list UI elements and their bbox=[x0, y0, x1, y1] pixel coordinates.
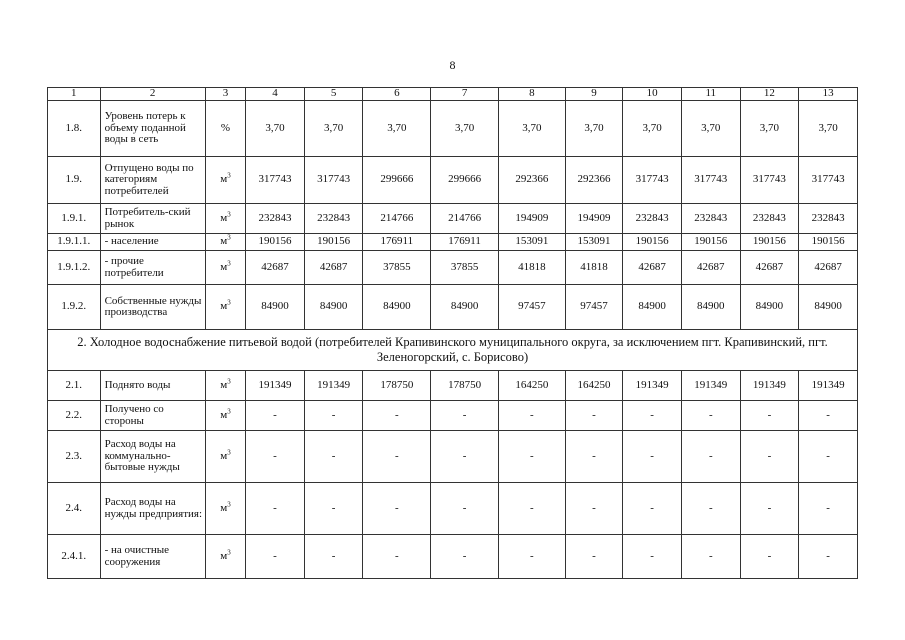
row-number: 2.1. bbox=[48, 371, 101, 401]
value-cell: 42687 bbox=[740, 251, 799, 285]
unit-label: м bbox=[220, 260, 228, 273]
value-cell: 232843 bbox=[740, 204, 799, 234]
value-cell: 299666 bbox=[431, 157, 499, 204]
value-cell: 194909 bbox=[565, 204, 623, 234]
value-cell: 97457 bbox=[498, 285, 565, 330]
value-cell: 214766 bbox=[431, 204, 499, 234]
value-cell: 232843 bbox=[799, 204, 858, 234]
value-cell: - bbox=[431, 401, 499, 431]
value-cell: - bbox=[799, 483, 858, 535]
value-cell: 191349 bbox=[246, 371, 305, 401]
value-cell: - bbox=[623, 535, 682, 579]
row-unit bbox=[205, 251, 245, 285]
section-2-header-row bbox=[48, 330, 858, 371]
value-cell: 317743 bbox=[799, 157, 858, 204]
row-unit bbox=[205, 285, 245, 330]
value-cell: 84900 bbox=[623, 285, 682, 330]
table-row bbox=[48, 234, 858, 251]
value-cell: 3,70 bbox=[498, 101, 565, 157]
value-cell: - bbox=[363, 483, 431, 535]
row-unit bbox=[205, 535, 245, 579]
value-cell: 3,70 bbox=[565, 101, 623, 157]
unit-superscript: 3 bbox=[227, 548, 231, 557]
row-number: 1.9.1. bbox=[48, 204, 101, 234]
value-cell: 194909 bbox=[498, 204, 565, 234]
table-row bbox=[48, 371, 858, 401]
row-unit bbox=[205, 371, 245, 401]
value-cell: - bbox=[681, 431, 740, 483]
value-cell: - bbox=[799, 401, 858, 431]
value-cell: - bbox=[565, 535, 623, 579]
row-number: 1.9. bbox=[48, 157, 101, 204]
row-name: Расход воды на нужды предприятия: bbox=[100, 483, 205, 535]
unit-label: м bbox=[220, 235, 228, 248]
row-name: - на очистные сооружения bbox=[100, 535, 205, 579]
unit-superscript: 3 bbox=[227, 377, 231, 386]
value-cell: - bbox=[363, 535, 431, 579]
value-cell: 3,70 bbox=[623, 101, 682, 157]
row-number: 1.9.1.1. bbox=[48, 234, 101, 251]
value-cell: 292366 bbox=[498, 157, 565, 204]
value-cell: - bbox=[799, 431, 858, 483]
table-row bbox=[48, 483, 858, 535]
value-cell: - bbox=[246, 401, 305, 431]
row-unit bbox=[205, 401, 245, 431]
value-cell: - bbox=[246, 535, 305, 579]
row-number: 2.4. bbox=[48, 483, 101, 535]
row-number: 2.3. bbox=[48, 431, 101, 483]
header-cell: 13 bbox=[799, 88, 858, 101]
value-cell: - bbox=[799, 535, 858, 579]
value-cell: 232843 bbox=[623, 204, 682, 234]
row-unit bbox=[205, 204, 245, 234]
value-cell: - bbox=[246, 483, 305, 535]
header-cell: 8 bbox=[498, 88, 565, 101]
header-cell: 2 bbox=[100, 88, 205, 101]
value-cell: 97457 bbox=[565, 285, 623, 330]
value-cell: - bbox=[246, 431, 305, 483]
value-cell: 3,70 bbox=[681, 101, 740, 157]
value-cell: - bbox=[740, 535, 799, 579]
value-cell: 191349 bbox=[740, 371, 799, 401]
value-cell: 3,70 bbox=[363, 101, 431, 157]
value-cell: 317743 bbox=[740, 157, 799, 204]
value-cell: - bbox=[623, 431, 682, 483]
table-row bbox=[48, 157, 858, 204]
value-cell: 317743 bbox=[246, 157, 305, 204]
row-name: Поднято воды bbox=[100, 371, 205, 401]
header-cell: 5 bbox=[304, 88, 363, 101]
unit-label: м bbox=[220, 449, 228, 462]
value-cell: 232843 bbox=[246, 204, 305, 234]
value-cell: 191349 bbox=[623, 371, 682, 401]
value-cell: 84900 bbox=[304, 285, 363, 330]
section-2-title: 2. Холодное водоснабжение питьевой водой (потребителей Крапивинского муниципального округа, за исключением пгт. Крапивинский, пгт. Зеленогорский, с. Борисово) bbox=[48, 330, 858, 371]
value-cell: - bbox=[363, 401, 431, 431]
row-name: Расход воды на коммунально-бытовые нужды bbox=[100, 431, 205, 483]
value-cell: - bbox=[498, 401, 565, 431]
value-cell: - bbox=[431, 535, 499, 579]
row-unit bbox=[205, 234, 245, 251]
value-cell: 190156 bbox=[740, 234, 799, 251]
value-cell: 84900 bbox=[799, 285, 858, 330]
value-cell: 190156 bbox=[304, 234, 363, 251]
unit-superscript: 3 bbox=[227, 298, 231, 307]
table-row bbox=[48, 401, 858, 431]
value-cell: 164250 bbox=[565, 371, 623, 401]
value-cell: 42687 bbox=[623, 251, 682, 285]
row-name: - прочие потребители bbox=[100, 251, 205, 285]
row-name: - население bbox=[100, 234, 205, 251]
value-cell: 164250 bbox=[498, 371, 565, 401]
value-cell: - bbox=[565, 483, 623, 535]
value-cell: - bbox=[565, 401, 623, 431]
value-cell: - bbox=[565, 431, 623, 483]
header-row bbox=[48, 88, 858, 101]
unit-label: м bbox=[220, 300, 228, 313]
header-cell: 6 bbox=[363, 88, 431, 101]
value-cell: 84900 bbox=[246, 285, 305, 330]
header-cell: 7 bbox=[431, 88, 499, 101]
row-number: 1.8. bbox=[48, 101, 101, 157]
unit-superscript: 3 bbox=[227, 407, 231, 416]
value-cell: - bbox=[498, 483, 565, 535]
section-1-body bbox=[48, 101, 858, 330]
value-cell: 190156 bbox=[681, 234, 740, 251]
value-cell: - bbox=[740, 431, 799, 483]
value-cell: 84900 bbox=[363, 285, 431, 330]
value-cell: 292366 bbox=[565, 157, 623, 204]
value-cell: 3,70 bbox=[304, 101, 363, 157]
value-cell: 214766 bbox=[363, 204, 431, 234]
table-row bbox=[48, 101, 858, 157]
value-cell: 178750 bbox=[431, 371, 499, 401]
value-cell: - bbox=[304, 483, 363, 535]
row-name: Потребитель-ский рынок bbox=[100, 204, 205, 234]
value-cell: 317743 bbox=[304, 157, 363, 204]
row-number: 1.9.2. bbox=[48, 285, 101, 330]
row-number: 2.2. bbox=[48, 401, 101, 431]
unit-label: м bbox=[220, 501, 228, 514]
value-cell: 3,70 bbox=[799, 101, 858, 157]
header-cell: 12 bbox=[740, 88, 799, 101]
value-cell: 190156 bbox=[799, 234, 858, 251]
value-cell: 37855 bbox=[363, 251, 431, 285]
value-cell: - bbox=[681, 535, 740, 579]
section-2-body bbox=[48, 371, 858, 579]
table-row bbox=[48, 535, 858, 579]
value-cell: 299666 bbox=[363, 157, 431, 204]
unit-label: % bbox=[220, 121, 231, 134]
unit-superscript: 3 bbox=[227, 259, 231, 268]
value-cell: 41818 bbox=[565, 251, 623, 285]
header-cell: 10 bbox=[623, 88, 682, 101]
value-cell: - bbox=[431, 431, 499, 483]
value-cell: 153091 bbox=[498, 234, 565, 251]
value-cell: 84900 bbox=[431, 285, 499, 330]
value-cell: - bbox=[431, 483, 499, 535]
value-cell: 84900 bbox=[740, 285, 799, 330]
value-cell: 191349 bbox=[681, 371, 740, 401]
value-cell: - bbox=[304, 431, 363, 483]
value-cell: 37855 bbox=[431, 251, 499, 285]
value-cell: 178750 bbox=[363, 371, 431, 401]
unit-superscript: 3 bbox=[227, 210, 231, 219]
unit-label: м bbox=[220, 549, 228, 562]
page-number: 8 bbox=[449, 58, 456, 72]
value-cell: 3,70 bbox=[740, 101, 799, 157]
row-unit bbox=[205, 483, 245, 535]
value-cell: - bbox=[681, 483, 740, 535]
row-name: Отпущено воды по категориям потребителей bbox=[100, 157, 205, 204]
value-cell: 190156 bbox=[623, 234, 682, 251]
value-cell: 317743 bbox=[681, 157, 740, 204]
value-cell: 41818 bbox=[498, 251, 565, 285]
row-number: 2.4.1. bbox=[48, 535, 101, 579]
row-unit bbox=[205, 101, 245, 157]
value-cell: 190156 bbox=[246, 234, 305, 251]
value-cell: 232843 bbox=[304, 204, 363, 234]
row-unit bbox=[205, 431, 245, 483]
row-name: Уровень потерь к объему поданной воды в сеть bbox=[100, 101, 205, 157]
value-cell: 42687 bbox=[246, 251, 305, 285]
value-cell: 232843 bbox=[681, 204, 740, 234]
value-cell: 176911 bbox=[363, 234, 431, 251]
value-cell: 3,70 bbox=[246, 101, 305, 157]
table-row bbox=[48, 431, 858, 483]
unit-superscript: 3 bbox=[227, 171, 231, 180]
row-name: Получено со стороны bbox=[100, 401, 205, 431]
value-cell: 176911 bbox=[431, 234, 499, 251]
value-cell: 191349 bbox=[304, 371, 363, 401]
value-cell: 42687 bbox=[304, 251, 363, 285]
unit-label: м bbox=[220, 378, 228, 391]
value-cell: - bbox=[498, 431, 565, 483]
value-cell: - bbox=[363, 431, 431, 483]
table-row bbox=[48, 251, 858, 285]
row-name: Собственные нужды производства bbox=[100, 285, 205, 330]
row-number: 1.9.1.2. bbox=[48, 251, 101, 285]
table-row bbox=[48, 285, 858, 330]
value-cell: - bbox=[740, 401, 799, 431]
unit-label: м bbox=[220, 211, 228, 224]
unit-label: м bbox=[220, 408, 228, 421]
value-cell: 317743 bbox=[623, 157, 682, 204]
value-cell: - bbox=[304, 535, 363, 579]
value-cell: - bbox=[498, 535, 565, 579]
header-cell: 3 bbox=[205, 88, 245, 101]
unit-superscript: 3 bbox=[227, 500, 231, 509]
value-cell: 42687 bbox=[799, 251, 858, 285]
header-cell: 4 bbox=[246, 88, 305, 101]
unit-superscript: 3 bbox=[227, 448, 231, 457]
value-cell: 84900 bbox=[681, 285, 740, 330]
unit-superscript: 3 bbox=[227, 233, 231, 242]
value-cell: - bbox=[623, 483, 682, 535]
table-row bbox=[48, 204, 858, 234]
value-cell: - bbox=[740, 483, 799, 535]
value-cell: 191349 bbox=[799, 371, 858, 401]
value-cell: 42687 bbox=[681, 251, 740, 285]
value-cell: 3,70 bbox=[431, 101, 499, 157]
value-cell: 153091 bbox=[565, 234, 623, 251]
unit-label: м bbox=[220, 173, 228, 186]
header-cell: 9 bbox=[565, 88, 623, 101]
value-cell: - bbox=[681, 401, 740, 431]
value-cell: - bbox=[623, 401, 682, 431]
value-cell: - bbox=[304, 401, 363, 431]
header-cell: 11 bbox=[681, 88, 740, 101]
header-cell: 1 bbox=[48, 88, 101, 101]
data-table bbox=[47, 87, 858, 579]
row-unit bbox=[205, 157, 245, 204]
